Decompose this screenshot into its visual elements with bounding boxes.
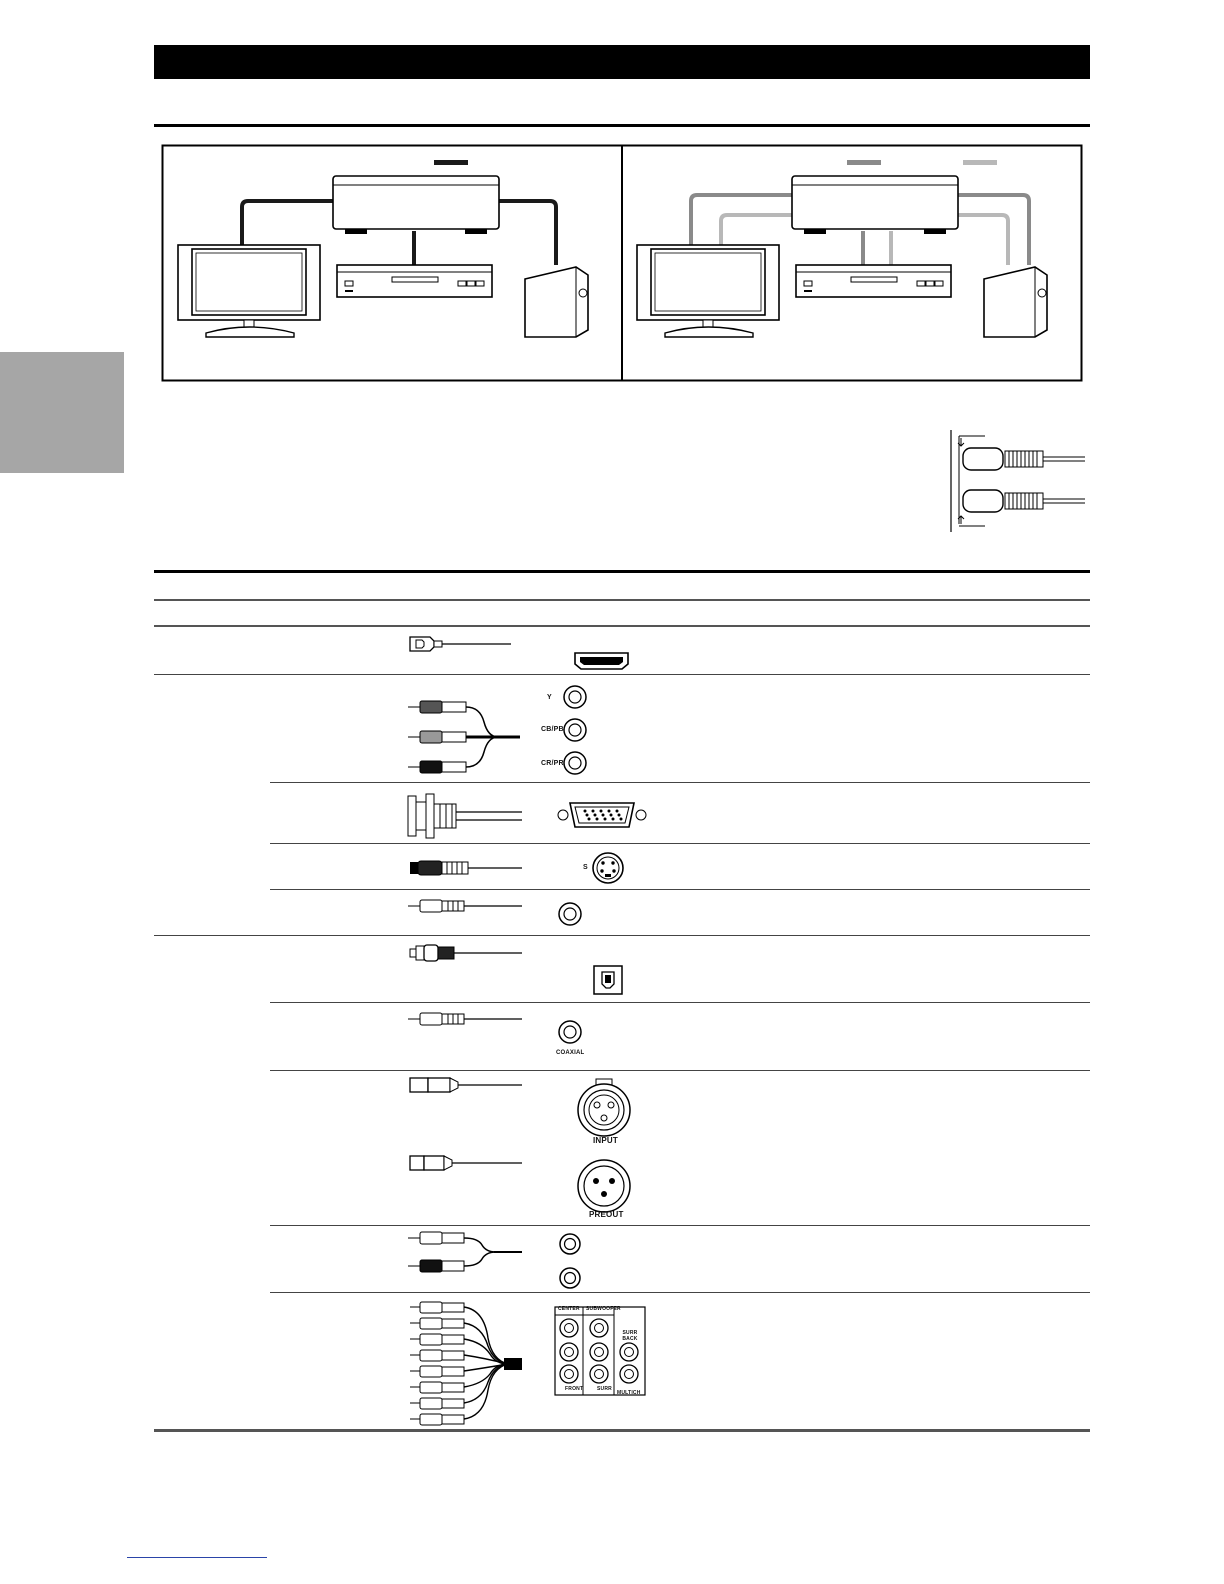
vga-plug-icon bbox=[406, 792, 524, 840]
surr-jack-label: SURR bbox=[597, 1386, 612, 1392]
analog-video-legend-swatch bbox=[847, 160, 881, 165]
hdmi-jack-icon bbox=[574, 651, 630, 671]
rca-jack-icon bbox=[557, 1233, 585, 1293]
xlr-jack-icon bbox=[576, 1078, 632, 1138]
digital-legend-swatch bbox=[434, 160, 468, 165]
plug-insertion-figure bbox=[945, 430, 1090, 535]
front-jack-label: FRONT bbox=[565, 1386, 584, 1392]
cb-pb-jack-label: CB/PB bbox=[541, 726, 564, 733]
y-jack-label: Y bbox=[547, 694, 552, 701]
connection-diagram bbox=[162, 145, 1082, 381]
multichannel-plug-icon bbox=[408, 1298, 526, 1426]
optical-jack-icon bbox=[592, 964, 624, 996]
table-row-divider bbox=[270, 1225, 1090, 1226]
speaker-icon bbox=[525, 267, 588, 337]
multich-jack-label: MULTICH bbox=[617, 1390, 641, 1396]
composite-plug-icon bbox=[408, 897, 524, 915]
s-jack-label: S bbox=[583, 864, 588, 871]
hdmi-plug-icon bbox=[408, 634, 523, 654]
footer-link-underline[interactable] bbox=[127, 1557, 267, 1558]
table-header-bottom-rule bbox=[154, 625, 1090, 627]
surr-back-jack-label: SURR BACK bbox=[622, 1330, 638, 1342]
header-bar bbox=[154, 45, 1090, 79]
optical-plug-icon bbox=[408, 943, 524, 963]
s-video-plug-icon bbox=[408, 859, 524, 877]
table-bottom-rule bbox=[154, 1429, 1090, 1432]
subwoofer-jack-label: SUBWOOFER bbox=[586, 1306, 621, 1312]
table-row-divider bbox=[270, 782, 1090, 783]
rca-jack-icon bbox=[557, 1019, 585, 1047]
dvd-player-icon bbox=[337, 265, 492, 297]
stereo-rca-plug-icon bbox=[408, 1231, 524, 1273]
table-row-divider bbox=[154, 935, 1090, 936]
coaxial-plug-icon bbox=[408, 1010, 524, 1028]
xlr-jack-icon bbox=[576, 1158, 632, 1214]
xlr-plug-icon bbox=[408, 1154, 524, 1172]
table-row-divider bbox=[154, 674, 1090, 675]
table-row-divider bbox=[270, 843, 1090, 844]
s-video-jack-icon bbox=[591, 851, 627, 887]
dvd-player-icon bbox=[796, 265, 951, 297]
rca-jack-icon bbox=[557, 901, 585, 929]
speaker-icon bbox=[984, 267, 1047, 337]
side-tab bbox=[0, 352, 124, 473]
av-receiver-icon bbox=[792, 176, 958, 234]
table-top-rule bbox=[154, 570, 1090, 573]
xlr-plug-icon bbox=[408, 1076, 524, 1094]
table-row-divider bbox=[270, 889, 1090, 890]
coaxial-jack-label: COAXIAL bbox=[556, 1050, 585, 1056]
vga-jack-icon bbox=[556, 800, 648, 830]
rca-jack-icon bbox=[562, 684, 590, 774]
cr-pr-jack-label: CR/PR bbox=[541, 760, 564, 767]
table-row-divider bbox=[270, 1002, 1090, 1003]
input-jack-label: INPUT bbox=[593, 1136, 618, 1145]
section-rule bbox=[154, 124, 1090, 127]
center-jack-label: CENTER bbox=[558, 1306, 580, 1312]
preout-jack-label: PREOUT bbox=[589, 1210, 624, 1219]
table-row-divider bbox=[270, 1070, 1090, 1071]
av-receiver-icon bbox=[333, 176, 499, 234]
table-row-divider bbox=[270, 1292, 1090, 1293]
table-header-rule bbox=[154, 599, 1090, 601]
component-plug-icon bbox=[408, 697, 528, 777]
analog-audio-legend-swatch bbox=[963, 160, 997, 165]
multichannel-jack-panel-icon bbox=[554, 1304, 646, 1396]
